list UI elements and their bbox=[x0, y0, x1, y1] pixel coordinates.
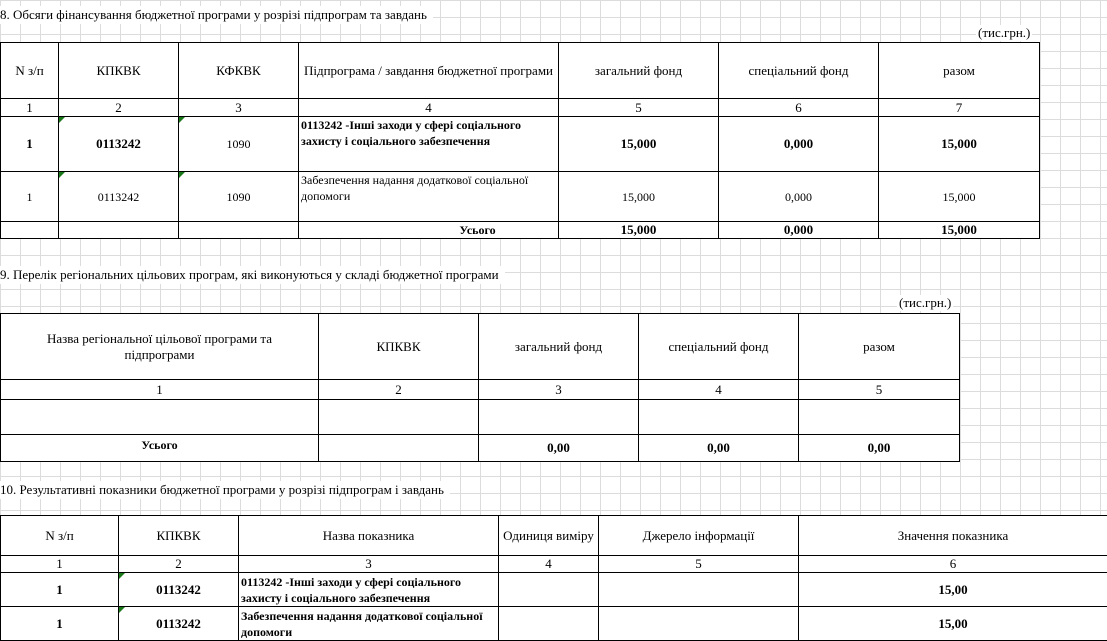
special-fund-cell: 0,000 bbox=[719, 117, 879, 172]
header-cell: Назва показника bbox=[239, 516, 499, 556]
kpkvk-cell: 0113242 bbox=[119, 573, 239, 607]
header-cell: загальний фонд bbox=[479, 314, 639, 380]
column-number: 2 bbox=[319, 380, 479, 400]
empty-cell bbox=[639, 400, 799, 435]
section-10-title: 10. Результативні показники бюджетної програми у розрізі підпрограм і завдань bbox=[0, 481, 450, 499]
row-number: 1 bbox=[1, 117, 59, 172]
performance-indicators-table bbox=[0, 515, 1107, 641]
program-name-cell: Забезпечення надання додаткової соціальної допомоги bbox=[299, 172, 559, 222]
empty-cell bbox=[1, 400, 319, 435]
indicator-value-cell: 15,00 bbox=[799, 573, 1107, 607]
column-number: 5 bbox=[799, 380, 960, 400]
column-number: 4 bbox=[499, 556, 599, 573]
unit-cell bbox=[499, 573, 599, 607]
table-row bbox=[1, 400, 960, 435]
column-number: 2 bbox=[59, 99, 179, 117]
table-header-row bbox=[1, 314, 960, 380]
total-row bbox=[1, 435, 960, 462]
table-row bbox=[1, 573, 1107, 607]
total-sum: 15,000 bbox=[879, 222, 1040, 239]
general-fund-cell: 15,000 bbox=[559, 172, 719, 222]
header-cell: загальний фонд bbox=[559, 43, 719, 99]
total-special-fund: 0,000 bbox=[719, 222, 879, 239]
empty-cell bbox=[1, 222, 59, 239]
program-name-cell: 0113242 -Інші заходи у сфері соціального захисту і соціального забезпечення bbox=[299, 117, 559, 172]
column-number: 6 bbox=[719, 99, 879, 117]
source-cell bbox=[599, 607, 799, 641]
general-fund-cell: 15,000 bbox=[559, 117, 719, 172]
column-number-row bbox=[1, 99, 1040, 117]
total-row bbox=[1, 222, 1040, 239]
row-number: 1 bbox=[1, 607, 119, 641]
indicator-value-cell: 15,00 bbox=[799, 607, 1107, 641]
header-cell: Значення показника bbox=[799, 516, 1107, 556]
kfkvk-cell: 1090 bbox=[179, 172, 299, 222]
header-cell: разом bbox=[879, 43, 1040, 99]
indicator-name-cell: Забезпечення надання додаткової соціальної допомоги bbox=[239, 607, 499, 641]
table-header-row bbox=[1, 43, 1040, 99]
row-number: 1 bbox=[1, 573, 119, 607]
column-number: 1 bbox=[1, 99, 59, 117]
empty-cell bbox=[319, 400, 479, 435]
header-cell: КПКВК bbox=[59, 43, 179, 99]
indicator-name-cell: 0113242 -Інші заходи у сфері соціального захисту і соціального забезпечення bbox=[239, 573, 499, 607]
empty-cell bbox=[479, 400, 639, 435]
header-cell: КПКВК bbox=[119, 516, 239, 556]
total-sum: 0,00 bbox=[799, 435, 960, 462]
total-general-fund: 0,00 bbox=[479, 435, 639, 462]
special-fund-cell: 0,000 bbox=[719, 172, 879, 222]
column-number: 7 bbox=[879, 99, 1040, 117]
column-number: 5 bbox=[559, 99, 719, 117]
header-cell: КФКВК bbox=[179, 43, 299, 99]
header-cell: N з/п bbox=[1, 516, 119, 556]
column-number: 1 bbox=[1, 556, 119, 573]
empty-cell bbox=[799, 400, 960, 435]
kfkvk-cell: 1090 bbox=[179, 117, 299, 172]
header-cell: спеціальний фонд bbox=[719, 43, 879, 99]
header-cell: N з/п bbox=[1, 43, 59, 99]
unit-cell bbox=[499, 607, 599, 641]
section-8-unit: (тис.грн.) bbox=[978, 25, 1031, 40]
column-number-row bbox=[1, 556, 1107, 573]
total-cell: 15,000 bbox=[879, 172, 1040, 222]
header-cell: КПКВК bbox=[319, 314, 479, 380]
column-number-row bbox=[1, 380, 960, 400]
section-8-title: 8. Обсяги фінансування бюджетної програми у розрізі підпрограм та завдань bbox=[0, 6, 433, 24]
source-cell bbox=[599, 573, 799, 607]
total-general-fund: 15,000 bbox=[559, 222, 719, 239]
section-9-title: 9. Перелік регіональних цільових програм, які виконуються у складі бюджетної програми bbox=[0, 266, 505, 284]
regional-programs-table bbox=[0, 313, 960, 462]
column-number: 3 bbox=[239, 556, 499, 573]
column-number: 5 bbox=[599, 556, 799, 573]
column-number: 1 bbox=[1, 380, 319, 400]
column-number: 6 bbox=[799, 556, 1107, 573]
header-cell: Назва регіональної цільової програми та підпрограми bbox=[1, 314, 319, 380]
empty-cell bbox=[319, 435, 479, 462]
total-label: Усього bbox=[299, 222, 559, 239]
kpkvk-cell: 0113242 bbox=[119, 607, 239, 641]
table-header-row bbox=[1, 516, 1107, 556]
total-label: Усього bbox=[1, 435, 319, 462]
total-cell: 15,000 bbox=[879, 117, 1040, 172]
header-cell: Джерело інформації bbox=[599, 516, 799, 556]
header-cell: разом bbox=[799, 314, 960, 380]
column-number: 3 bbox=[179, 99, 299, 117]
header-cell: спеціальний фонд bbox=[639, 314, 799, 380]
column-number: 4 bbox=[299, 99, 559, 117]
column-number: 3 bbox=[479, 380, 639, 400]
empty-cell bbox=[59, 222, 179, 239]
table-row bbox=[1, 607, 1107, 641]
column-number: 4 bbox=[639, 380, 799, 400]
financing-table bbox=[0, 42, 1040, 239]
header-cell: Підпрограма / завдання бюджетної програми bbox=[299, 43, 559, 99]
column-number: 2 bbox=[119, 556, 239, 573]
section-9-unit: (тис.грн.) bbox=[899, 295, 952, 310]
row-number: 1 bbox=[1, 172, 59, 222]
total-special-fund: 0,00 bbox=[639, 435, 799, 462]
header-cell: Одиниця виміру bbox=[499, 516, 599, 556]
kpkvk-cell: 0113242 bbox=[59, 172, 179, 222]
table-row bbox=[1, 117, 1040, 172]
table-row bbox=[1, 172, 1040, 222]
empty-cell bbox=[179, 222, 299, 239]
kpkvk-cell: 0113242 bbox=[59, 117, 179, 172]
